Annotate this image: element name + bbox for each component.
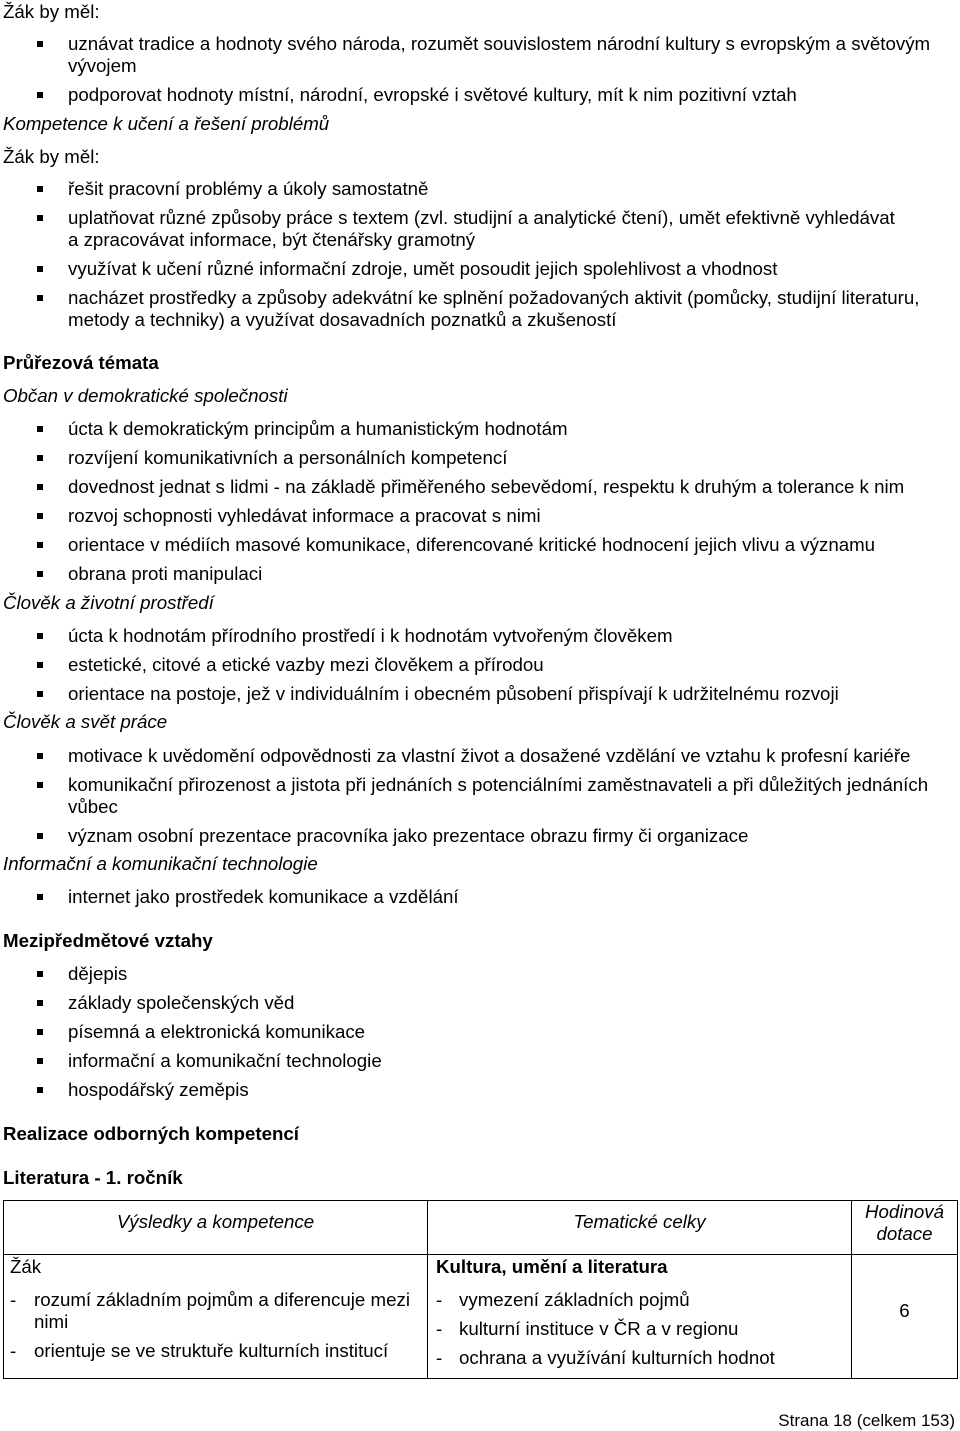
pupil-should-lead: Žák by měl: — [3, 146, 100, 167]
list-item-text: úcta k hodnotám přírodního prostředí i k hodnotám vytvořeným člověkem — [68, 625, 673, 646]
hours-value: 6 — [899, 1300, 910, 1321]
bullet-square-icon — [37, 782, 43, 788]
topic-title: Kultura, umění a literatura — [436, 1256, 668, 1277]
bullet-square-icon — [37, 1087, 43, 1093]
list-item-text: základy společenských věd — [68, 992, 295, 1013]
bullet-square-icon — [37, 455, 43, 461]
list-item-text: uplatňovat různé způsoby práce s textem (zvl. studijní a analytické čtení), umět efektivně vyhledávat a zpracovávat informace, být čtenářsky gramotný — [68, 207, 895, 250]
cross-topic-heading: Člověk a životní prostředí — [3, 592, 214, 613]
list-item-text: využívat k učení různé informační zdroje, umět posoudit jejich spolehlivost a vhodnost — [68, 258, 778, 279]
list-item — [0, 1021, 957, 1043]
dash-marker: - — [436, 1318, 443, 1339]
bullet-square-icon — [37, 1000, 43, 1006]
list-item — [0, 418, 957, 440]
bullet-square-icon — [37, 1029, 43, 1035]
list-item — [0, 992, 957, 1014]
list-item-text: dějepis — [68, 963, 128, 984]
list-item-text: rozvíjení komunikativních a personálních kompetencí — [68, 447, 508, 468]
list-item — [0, 563, 957, 585]
list-item — [0, 1079, 957, 1101]
list-item-text: informační a komunikační technologie — [68, 1050, 382, 1071]
list-item-text: význam osobní prezentace pracovníka jako prezentace obrazu firmy či organizace — [68, 825, 749, 846]
list-item-text: internet jako prostředek komunikace a vzdělání — [68, 886, 459, 907]
bullet-square-icon — [37, 215, 43, 221]
cross-topics-heading: Průřezová témata — [3, 352, 159, 373]
cross-topic-heading: Informační a komunikační technologie — [3, 853, 318, 874]
header-topics: Tematické celky — [573, 1211, 706, 1232]
list-item — [10, 1289, 425, 1333]
pupil-should-lead: Žák by měl: — [3, 1, 100, 22]
list-item — [0, 258, 957, 280]
list-item-text: hospodářský zeměpis — [68, 1079, 249, 1100]
list-item — [0, 1050, 957, 1072]
list-item — [436, 1289, 848, 1311]
bullet-square-icon — [37, 833, 43, 839]
cross-topic-heading: Občan v demokratické společnosti — [3, 385, 288, 406]
page-number: Strana 18 (celkem 153) — [778, 1411, 955, 1430]
topic-text: vymezení základních pojmů — [459, 1289, 690, 1310]
outcome-text: orientuje se ve struktuře kulturních institucí — [34, 1340, 389, 1361]
list-item-text: rozvoj schopnosti vyhledávat informace a pracovat s nimi — [68, 505, 541, 526]
dash-marker: - — [436, 1347, 443, 1368]
interdisciplinary-list — [0, 963, 957, 1108]
list-item — [0, 774, 957, 818]
list-item — [0, 534, 957, 556]
list-item — [0, 33, 957, 77]
list-item — [0, 825, 957, 847]
dash-marker: - — [436, 1289, 443, 1310]
list-item — [0, 476, 957, 498]
learning-competence-list — [0, 178, 957, 338]
bullet-square-icon — [37, 542, 43, 548]
bullet-square-icon — [37, 691, 43, 697]
list-item — [0, 886, 957, 908]
general-competence-list — [0, 33, 957, 113]
cross-topic-heading: Člověk a svět práce — [3, 711, 168, 732]
list-item — [0, 963, 957, 985]
topic-text: kulturní instituce v ČR a v regionu — [459, 1318, 739, 1339]
list-item-text: orientace v médiích masové komunikace, diferencované kritické hodnocení jejich vlivu a významu — [68, 534, 876, 555]
bullet-square-icon — [37, 92, 43, 98]
realization-heading: Realizace odborných kompetencí — [3, 1123, 299, 1144]
bullet-square-icon — [37, 633, 43, 639]
header-row-divider — [4, 1254, 957, 1255]
bullet-square-icon — [37, 266, 43, 272]
bullet-square-icon — [37, 971, 43, 977]
cross-topic-list — [0, 886, 957, 915]
bullet-square-icon — [37, 894, 43, 900]
bullet-square-icon — [37, 513, 43, 519]
learning-competence-heading: Kompetence k učení a řešení problémů — [3, 113, 330, 134]
literature-table — [3, 1200, 958, 1379]
topics-list — [436, 1289, 848, 1376]
header-hours: Hodinová dotace — [865, 1201, 944, 1244]
list-item — [0, 654, 957, 676]
bullet-square-icon — [37, 41, 43, 47]
list-item-text: obrana proti manipulaci — [68, 563, 263, 584]
outcome-text: rozumí základním pojmům a diferencuje mezi nimi — [34, 1289, 410, 1332]
list-item — [0, 84, 957, 106]
topic-text: ochrana a využívání kulturních hodnot — [459, 1347, 775, 1368]
outcomes-list — [10, 1289, 425, 1369]
list-item — [0, 683, 957, 705]
cross-topic-list — [0, 625, 957, 712]
bullet-square-icon — [37, 186, 43, 192]
list-item — [436, 1318, 848, 1340]
cross-topic-list — [0, 418, 957, 592]
list-item — [0, 505, 957, 527]
list-item-text: písemná a elektronická komunikace — [68, 1021, 366, 1042]
bullet-square-icon — [37, 571, 43, 577]
list-item-text: podporovat hodnoty místní, národní, evropské i světové kultury, mít k nim pozitivní vztah — [68, 84, 797, 105]
dash-marker: - — [10, 1289, 17, 1310]
list-item — [436, 1347, 848, 1369]
bullet-square-icon — [37, 484, 43, 490]
bullet-square-icon — [37, 662, 43, 668]
list-item-text: estetické, citové a etické vazby mezi člověkem a přírodou — [68, 654, 544, 675]
bullet-square-icon — [37, 753, 43, 759]
list-item-text: komunikační přirozenost a jistota při jednáních s potenciálními zaměstnavateli a při důležitých jednáních vůbec — [68, 774, 929, 817]
header-outcomes: Výsledky a kompetence — [116, 1211, 315, 1232]
cross-topic-list — [0, 745, 957, 854]
bullet-square-icon — [37, 426, 43, 432]
bullet-square-icon — [37, 1058, 43, 1064]
list-item-text: řešit pracovní problémy a úkoly samostatně — [68, 178, 429, 199]
list-item-text: dovednost jednat s lidmi - na základě přiměřeného sebevědomí, respektu k druhým a tolerance k nim — [68, 476, 905, 497]
list-item-text: motivace k uvědomění odpovědnosti za vlastní život a dosažené vzdělání ve vztahu k profesní kariéře — [68, 745, 911, 766]
list-item — [0, 178, 957, 200]
list-item-text: uznávat tradice a hodnoty svého národa, rozumět souvislostem národní kultury s evropským a světovým vývojem — [68, 33, 931, 76]
outcomes-lead: Žák — [10, 1256, 42, 1277]
list-item — [10, 1340, 425, 1362]
list-item — [0, 625, 957, 647]
list-item — [0, 207, 957, 251]
literature-heading: Literatura - 1. ročník — [3, 1167, 183, 1188]
list-item — [0, 745, 957, 767]
list-item-text: nacházet prostředky a způsoby adekvátní ke splnění požadovaných aktivit (pomůcky, studijní literaturu, metody a techniky) a využívat dosavadních poznatků a zkušeností — [68, 287, 920, 330]
dash-marker: - — [10, 1340, 17, 1361]
bullet-square-icon — [37, 295, 43, 301]
list-item-text: úcta k demokratickým principům a humanistickým hodnotám — [68, 418, 568, 439]
list-item — [0, 287, 957, 331]
list-item-text: orientace na postoje, jež v individuálním i obecném působení přispívají k udržitelnému rozvoji — [68, 683, 839, 704]
interdisciplinary-heading: Mezipředmětové vztahy — [3, 930, 213, 951]
list-item — [0, 447, 957, 469]
